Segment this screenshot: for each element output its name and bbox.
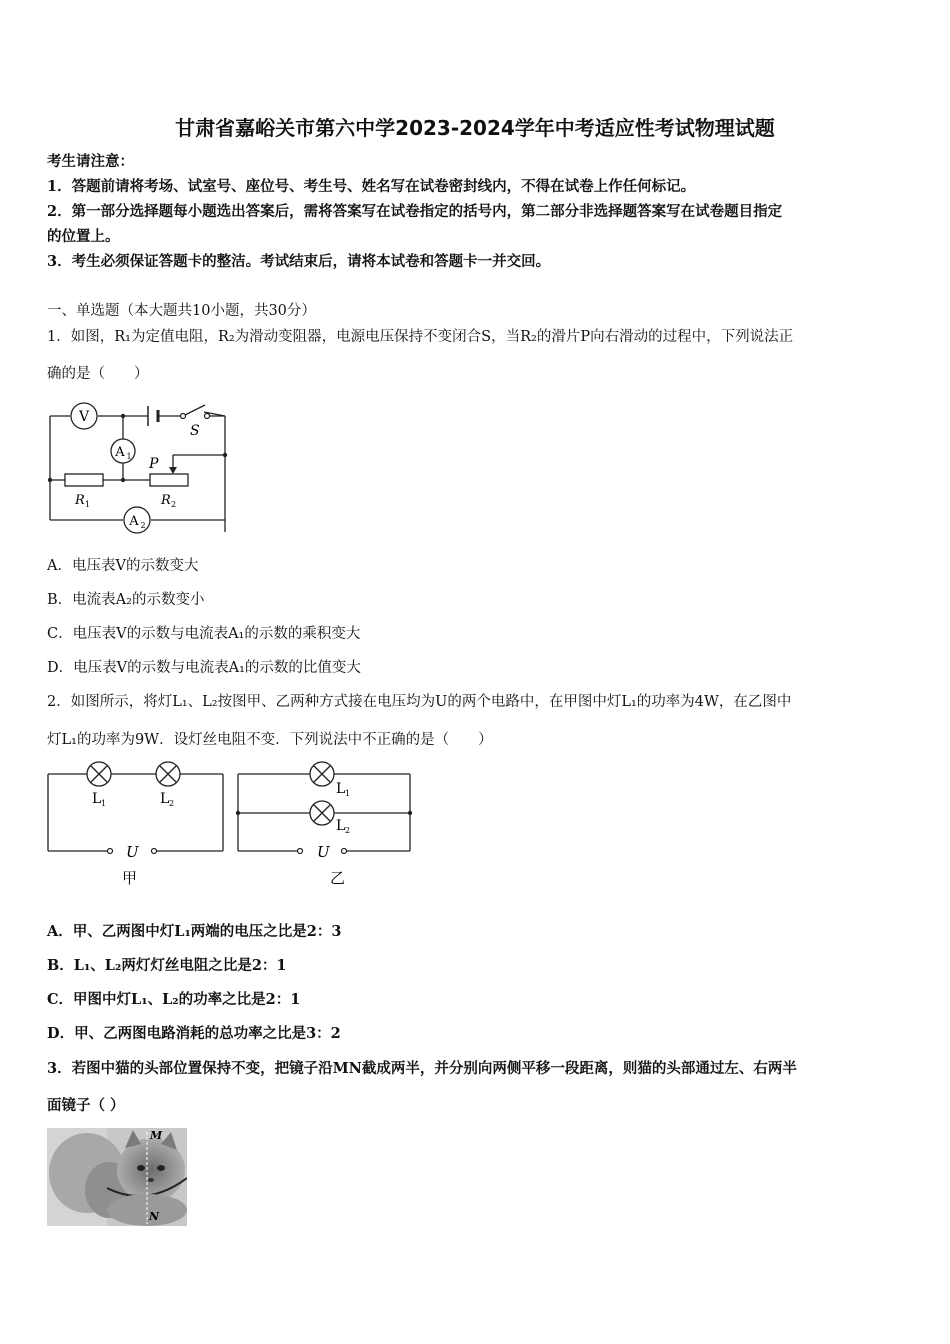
q2-option-b[interactable]: B．L₁、L₂两灯灯丝电阻之比是2：1	[47, 957, 287, 974]
circuit-diagram-2	[40, 760, 430, 892]
q1-option-b[interactable]: B．电流表A₂的示数变小	[47, 592, 205, 608]
slider-arrow-icon	[169, 467, 177, 474]
yi-l1-label: L	[336, 781, 346, 797]
page-title: 甘肃省嘉峪关市第六中学2023-2024学年中考适应性考试物理试题	[175, 116, 775, 140]
jia-caption: 甲	[122, 869, 138, 887]
q1-option-d[interactable]: D．电压表V的示数与电流表A₁的示数的比值变大	[47, 660, 361, 676]
notice-item: 2．第一部分选择题每小题选出答案后，需将答案写在试卷指定的括号内，第二部分非选择题答案写在试卷题目指定	[47, 203, 783, 220]
q2-option-d[interactable]: D．甲、乙两图电路消耗的总功率之比是3：2	[47, 1025, 341, 1042]
switch-icon	[181, 414, 186, 419]
r1-label: R	[75, 493, 85, 508]
question-2-stem-cont: 灯L₁的功率为9W．设灯丝电阻不变．下列说法中不正确的是（ ）	[47, 732, 493, 748]
yi-u-label: U	[317, 843, 330, 861]
notice-item: 的位置上。	[47, 228, 120, 245]
jia-l1-sub: 1	[101, 799, 107, 808]
circuit-diagram-1	[40, 392, 240, 538]
ammeter-a2-label: A	[129, 514, 139, 529]
ammeter-a1-label: A	[115, 445, 125, 460]
mirror-m-label: M	[150, 1129, 163, 1142]
q1-option-a[interactable]: A．电压表V的示数变大	[47, 558, 199, 574]
slider-label: P	[149, 456, 159, 472]
jia-l2-sub: 2	[169, 799, 175, 808]
notice-item: 1．答题前请将考场、试室号、座位号、考生号、姓名写在试卷密封线内，不得在试卷上作任何标记。	[47, 178, 696, 195]
jia-l2-label: L	[160, 791, 170, 807]
cat-mirror-photo	[47, 1128, 187, 1226]
yi-caption: 乙	[330, 869, 346, 887]
r2-sub: 2	[171, 500, 177, 509]
question-3-stem-cont: 面镜子（ ）	[47, 1097, 125, 1114]
yi-l2-label: L	[336, 818, 346, 834]
question-1-stem: 1．如图，R₁为定值电阻，R₂为滑动变阻器，电源电压保持不变闭合S，当R₂的滑片P向右滑动的过程中，下列说法正	[47, 329, 794, 345]
r2-label: R	[161, 493, 171, 508]
q1-option-c[interactable]: C．电压表V的示数与电流表A₁的示数的乘积变大	[47, 626, 361, 642]
q2-option-c[interactable]: C．甲图中灯L₁、L₂的功率之比是2：1	[47, 991, 301, 1008]
voltmeter-label: V	[78, 409, 90, 425]
notice-heading: 考生请注意：	[47, 153, 134, 170]
q2-option-a[interactable]: A．甲、乙两图中灯L₁两端的电压之比是2：3	[47, 923, 342, 940]
jia-u-label: U	[126, 843, 139, 861]
notice-item: 3．考生必须保证答题卡的整洁。考试结束后，请将本试卷和答题卡一并交回。	[47, 253, 551, 270]
question-3-stem: 3．若图中猫的头部位置保持不变，把镜子沿MN截成两半，并分别向两侧平移一段距离，则猫的头部通过左、右两半	[47, 1060, 797, 1077]
switch-label: S	[190, 423, 200, 439]
question-1-stem-cont: 确的是（ ）	[47, 366, 149, 382]
yi-l1-sub: 1	[345, 789, 351, 798]
ammeter-a2-sub: 2	[140, 521, 146, 530]
mirror-n-label: N	[149, 1210, 160, 1223]
section-heading: 一、单选题（本大题共10小题，共30分）	[47, 303, 316, 319]
question-2-stem: 2．如图所示，将灯L₁、L₂按图甲、乙两种方式接在电压均为U的两个电路中，在甲图中灯L₁的功率为4W，在乙图中	[47, 694, 792, 710]
r1-sub: 1	[85, 500, 91, 509]
jia-l1-label: L	[92, 791, 102, 807]
yi-l2-sub: 2	[345, 826, 351, 835]
ammeter-a1-sub: 1	[126, 452, 132, 461]
